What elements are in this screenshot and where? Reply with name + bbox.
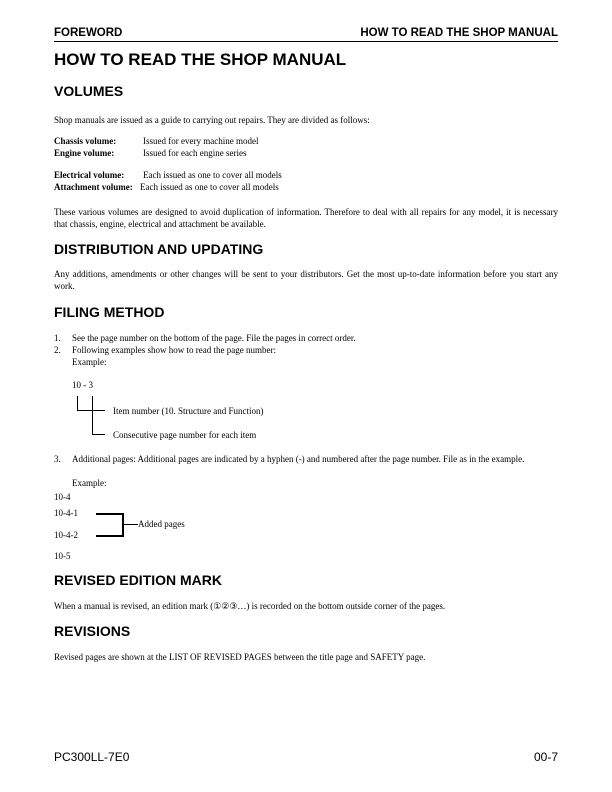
footer-model: PC300LL-7E0 (54, 750, 130, 764)
example-page-number: 10 - 3 (72, 380, 93, 390)
step-number: 1. (54, 333, 61, 343)
volumes-intro: Shop manuals are issued as a guide to carrying out repairs. They are divided as follows: (54, 115, 370, 125)
bracket-line (122, 513, 124, 537)
volumes-heading: VOLUMES (54, 83, 124, 99)
example-page: 10-4 (54, 492, 71, 502)
header-title: HOW TO READ THE SHOP MANUAL (360, 27, 558, 39)
volume-label: Chassis volume: (54, 136, 117, 146)
example-page: 10-4-1 (54, 508, 78, 518)
revised-mark-text: When a manual is revised, an edition mark (①②③…) is recorded on the bottom outside corner of the pages. (54, 601, 446, 611)
bracket-line (96, 513, 124, 515)
bracket-line (92, 434, 105, 435)
step-number: 2. (54, 345, 61, 355)
volume-desc: Each issued as one to cover all models (143, 170, 282, 180)
bracket-line (92, 396, 93, 435)
footer-page-number: 00-7 (533, 750, 558, 764)
revisions-heading: REVISIONS (54, 623, 131, 639)
added-pages-label: Added pages (138, 519, 185, 529)
header-rule (54, 41, 558, 42)
distribution-heading: DISTRIBUTION AND UPDATING (54, 241, 264, 257)
bracket-line (77, 410, 105, 411)
step-text: See the page number on the bottom of the page. File the pages in correct order. (72, 333, 356, 343)
volume-label: Electrical volume: (54, 170, 125, 180)
consecutive-label: Consecutive page number for each item (113, 430, 257, 440)
step-number: 3. (54, 454, 61, 464)
filing-heading: FILING METHOD (54, 304, 165, 320)
distribution-text: Any additions, amendments or other changes will be sent to your distributors. Get the most up-to-date information before you start any work. (54, 269, 558, 291)
step-text: Following examples show how to read the page number: (72, 345, 276, 355)
volume-desc: Each issued as one to cover all models (140, 182, 279, 192)
volume-desc: Issued for each engine series (143, 148, 247, 158)
example-label: Example: (72, 478, 107, 488)
volume-label: Engine volume: (54, 148, 115, 158)
bracket-line (77, 396, 78, 411)
volume-desc: Issued for every machine model (143, 136, 259, 146)
bracket-line (96, 535, 124, 537)
page-title: HOW TO READ THE SHOP MANUAL (54, 50, 347, 69)
item-number-label: Item number (10. Structure and Function) (113, 406, 264, 416)
example-page: 10-5 (54, 551, 71, 561)
header-section: FOREWORD (54, 27, 123, 39)
example-page: 10-4-2 (54, 530, 78, 540)
volumes-note: These various volumes are designed to avoid duplication of information. Therefore to deal with all repairs for any model, it is necessary that chassis, engine, electrical and attachment be available. (54, 207, 558, 229)
revised-mark-heading: REVISED EDITION MARK (54, 572, 223, 588)
example-label: Example: (72, 357, 107, 367)
volume-label: Attachment volume: (54, 182, 133, 192)
bracket-line (124, 524, 138, 525)
revisions-text: Revised pages are shown at the LIST OF REVISED PAGES between the title page and SAFETY page. (54, 652, 426, 662)
step-text: Additional pages: Additional pages are indicated by a hyphen (-) and numbered after the page number. File as in the example. (72, 454, 525, 464)
